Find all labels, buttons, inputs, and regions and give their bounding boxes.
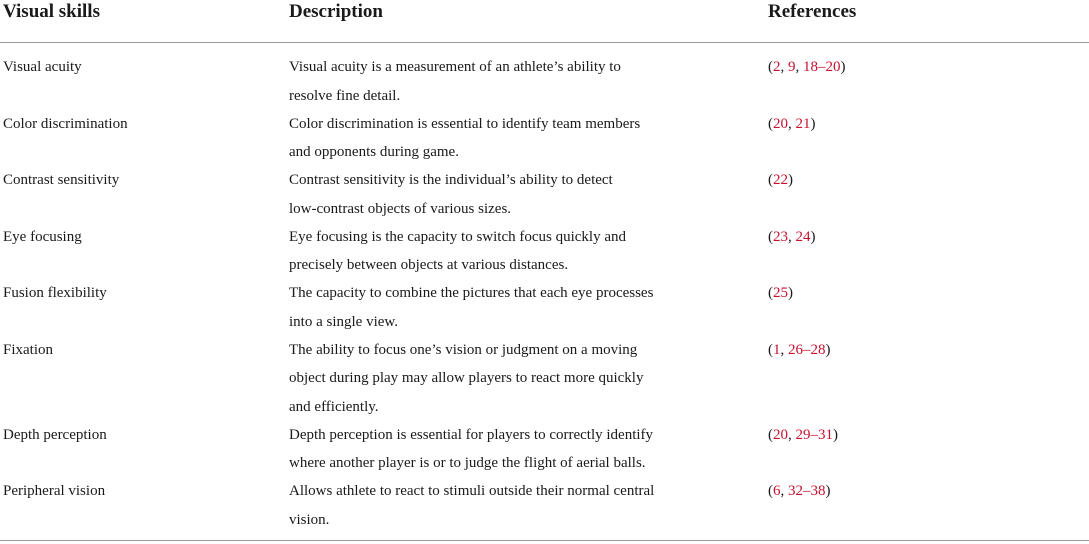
description-line: low-contrast objects of various sizes.	[289, 200, 512, 217]
reference-punctuation: (	[768, 341, 773, 358]
description-line: The capacity to combine the pictures that each eye processes	[289, 285, 654, 301]
skill-cell: Eye focusing	[3, 228, 82, 245]
reference-punctuation: ,	[788, 115, 796, 132]
reference-punctuation: )	[788, 172, 793, 188]
description-line: precisely between objects at various distances.	[289, 257, 569, 273]
reference-link[interactable]: 22	[773, 172, 788, 188]
reference-punctuation: ,	[788, 228, 796, 245]
reference-link[interactable]: 20	[773, 426, 788, 443]
reference-punctuation: )	[825, 483, 831, 499]
reference-link[interactable]: 6	[773, 483, 781, 499]
references-cell	[768, 336, 1068, 365]
reference-punctuation: (	[768, 115, 773, 132]
references-cell	[768, 223, 1068, 252]
references-cell	[768, 279, 1068, 308]
table-row	[0, 100, 1089, 160]
reference-link[interactable]: 25	[773, 285, 788, 301]
table-row	[0, 213, 1089, 273]
description-line: Depth perception is essential for players to correctly identify	[289, 426, 654, 443]
skill-cell: Visual acuity	[3, 59, 82, 75]
skill-cell: Peripheral vision	[3, 483, 106, 499]
table-row	[0, 326, 1089, 415]
skill-cell: Fusion flexibility	[3, 285, 107, 301]
table-row	[0, 156, 1089, 217]
references-cell	[768, 477, 1068, 506]
reference-punctuation: ,	[795, 59, 803, 75]
reference-link[interactable]: 26–28	[788, 341, 826, 358]
description-line: where another player is or to judge the flight of aerial balls.	[289, 455, 646, 471]
reference-punctuation: ,	[780, 59, 788, 75]
reference-link[interactable]: 2	[773, 59, 781, 75]
description-line: vision.	[289, 511, 330, 528]
reference-punctuation: )	[810, 228, 816, 245]
description-line: Visual acuity is a measurement of an athlete’s ability to	[289, 59, 621, 75]
description-cell	[289, 477, 749, 534]
description-line: Eye focusing is the capacity to switch focus quickly and	[289, 228, 626, 245]
reference-punctuation: )	[840, 59, 846, 75]
header-references: References	[768, 1, 857, 22]
skill-cell: Contrast sensitivity	[3, 172, 120, 188]
table-row	[0, 43, 1089, 104]
description-line: into a single view.	[289, 313, 399, 330]
reference-punctuation: ,	[780, 341, 788, 358]
description-cell	[289, 336, 749, 422]
skill-cell: Fixation	[3, 341, 54, 358]
references-cell	[768, 421, 1068, 450]
reference-link[interactable]: 32–38	[788, 483, 826, 499]
reference-punctuation: (	[768, 483, 773, 499]
reference-link[interactable]: 9	[788, 59, 796, 75]
table-bottom-rule	[0, 540, 1089, 541]
reference-link[interactable]: 24	[795, 228, 811, 245]
reference-punctuation: )	[833, 426, 838, 443]
table-row	[0, 467, 1089, 528]
description-line: Color discrimination is essential to identify team members	[289, 115, 641, 132]
reference-link[interactable]: 18–20	[803, 59, 841, 75]
reference-link[interactable]: 29–31	[795, 426, 833, 443]
reference-punctuation: (	[768, 228, 773, 245]
description-line: Contrast sensitivity is the individual’s ability to detect	[289, 172, 613, 188]
reference-punctuation: )	[810, 115, 816, 132]
reference-punctuation: (	[768, 172, 773, 188]
reference-punctuation: )	[788, 285, 793, 301]
reference-punctuation: ,	[780, 483, 788, 499]
description-line: object during play may allow players to react more quickly	[289, 370, 644, 386]
table-row	[0, 411, 1089, 471]
reference-link[interactable]: 1	[773, 341, 781, 358]
table-body	[0, 43, 1089, 528]
table-header	[0, 0, 1089, 43]
references-cell	[768, 110, 1068, 139]
header-visual-skills: Visual skills	[3, 1, 100, 22]
references-cell	[768, 166, 1068, 195]
reference-link[interactable]: 23	[773, 228, 788, 245]
skill-cell: Depth perception	[3, 426, 107, 443]
reference-punctuation: (	[768, 285, 773, 301]
reference-link[interactable]: 21	[795, 115, 811, 132]
description-line: The ability to focus one’s vision or judgment on a moving	[289, 341, 638, 358]
references-cell	[768, 53, 1068, 82]
reference-punctuation: ,	[788, 426, 796, 443]
reference-punctuation: (	[768, 426, 773, 443]
description-line: and efficiently.	[289, 398, 379, 415]
reference-link[interactable]: 20	[773, 115, 788, 132]
description-line: Allows athlete to react to stimuli outside their normal central	[289, 483, 655, 499]
description-line: and opponents during game.	[289, 144, 459, 160]
reference-punctuation: (	[768, 59, 773, 75]
table-row	[0, 269, 1089, 330]
header-description: Description	[289, 1, 383, 22]
description-line: resolve fine detail.	[289, 87, 401, 104]
reference-punctuation: )	[825, 341, 831, 358]
skill-cell: Color discrimination	[3, 115, 128, 132]
